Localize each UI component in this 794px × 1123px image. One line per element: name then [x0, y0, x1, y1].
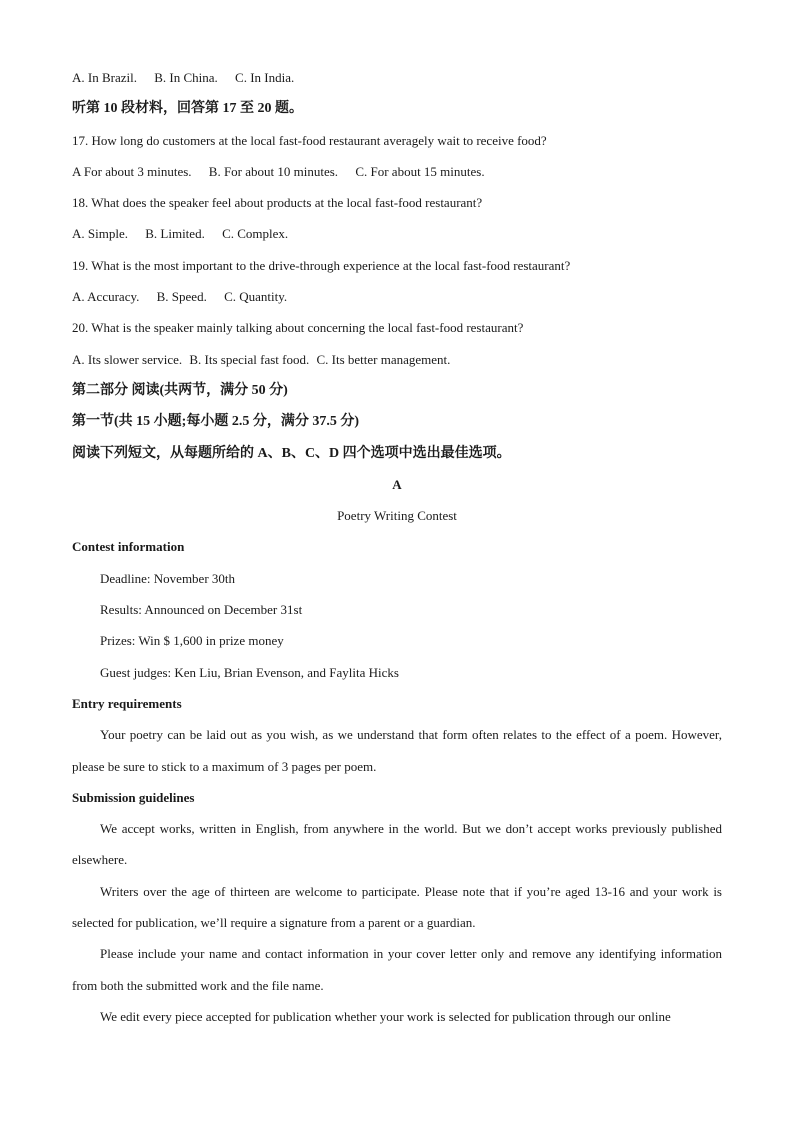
contest-info-results: Results: Announced on December 31st	[100, 602, 303, 618]
submission-paragraph: Please include your name and contact information in your cover letter only and remove any identifying information from both the submitted work and the file name.	[72, 946, 722, 993]
question-19: 19. What is the most important to the drive-through experience at the local fast-food restaurant?	[72, 257, 571, 273]
contest-info-prizes: Prizes: Win $ 1,600 in prize money	[100, 633, 284, 649]
option: A. Simple.	[72, 226, 128, 242]
q16-options	[72, 62, 722, 93]
option: B. In China.	[154, 70, 218, 85]
q17-options	[72, 156, 722, 187]
entry-requirements-heading: Entry requirements	[72, 695, 182, 711]
question-17: 17. How long do customers at the local fast-food restaurant averagely wait to receive food?	[72, 132, 547, 148]
option: C. Quantity.	[224, 289, 288, 305]
option: C. Its better management.	[316, 351, 451, 367]
passage-title: Poetry Writing Contest	[337, 508, 457, 524]
q19-options	[72, 281, 722, 312]
submission-guidelines-heading: Submission guidelines	[72, 789, 195, 805]
passage-letter: A	[392, 476, 402, 492]
option: C. For about 15 minutes.	[355, 163, 485, 179]
option: B. Limited.	[145, 226, 205, 242]
option: C. In India.	[235, 70, 295, 85]
submission-paragraph: We edit every piece accepted for publication whether your work is selected for publication through our online	[100, 1008, 671, 1024]
contest-info-heading: Contest information	[72, 539, 185, 555]
question-20: 20. What is the speaker mainly talking about concerning the local fast-food restaurant?	[72, 320, 524, 336]
option: A For about 3 minutes.	[72, 163, 192, 179]
q20-options	[72, 344, 722, 375]
option: C. Complex.	[222, 226, 289, 242]
submission-paragraph: We accept works, written in English, from anywhere in the world. But we don’t accept works previously published elsewhere.	[72, 821, 722, 868]
option: B. Speed.	[156, 289, 207, 305]
option: A. In Brazil.	[72, 70, 137, 85]
reading-part-title: 第二部分 阅读(共两节，满分 50 分)	[72, 382, 288, 398]
contest-info-deadline: Deadline: November 30th	[100, 570, 236, 586]
entry-requirements-text: Your poetry can be laid out as you wish, as we understand that form often relates to the effect of a poem. However, please be sure to stick to a maximum of 3 pages per poem.	[72, 727, 722, 774]
option: A. Accuracy.	[72, 289, 140, 305]
option: B. For about 10 minutes.	[208, 163, 339, 179]
contest-info-judges: Guest judges: Ken Liu, Brian Evenson, and Faylita Hicks	[100, 664, 399, 680]
option: A. Its slower service.	[72, 351, 183, 367]
q18-options	[72, 218, 722, 249]
reading-instruction: 阅读下列短文，从每题所给的 A、B、C、D 四个选项中选出最佳选项。	[72, 445, 511, 461]
document-page	[72, 62, 722, 1032]
submission-paragraph: Writers over the age of thirteen are welcome to participate. Please note that if you’re aged 13-16 and your work is selected for publication, we’ll require a signature from a parent or a guardian.	[72, 883, 722, 931]
listening-section-instruction: 听第 10 段材料，回答第 17 至 20 题。	[72, 101, 303, 117]
reading-section-title: 第一节(共 15 小题;每小题 2.5 分，满分 37.5 分)	[72, 414, 359, 430]
option: B. Its special fast food.	[189, 351, 310, 367]
question-18: 18. What does the speaker feel about products at the local fast-food restaurant?	[72, 195, 483, 211]
